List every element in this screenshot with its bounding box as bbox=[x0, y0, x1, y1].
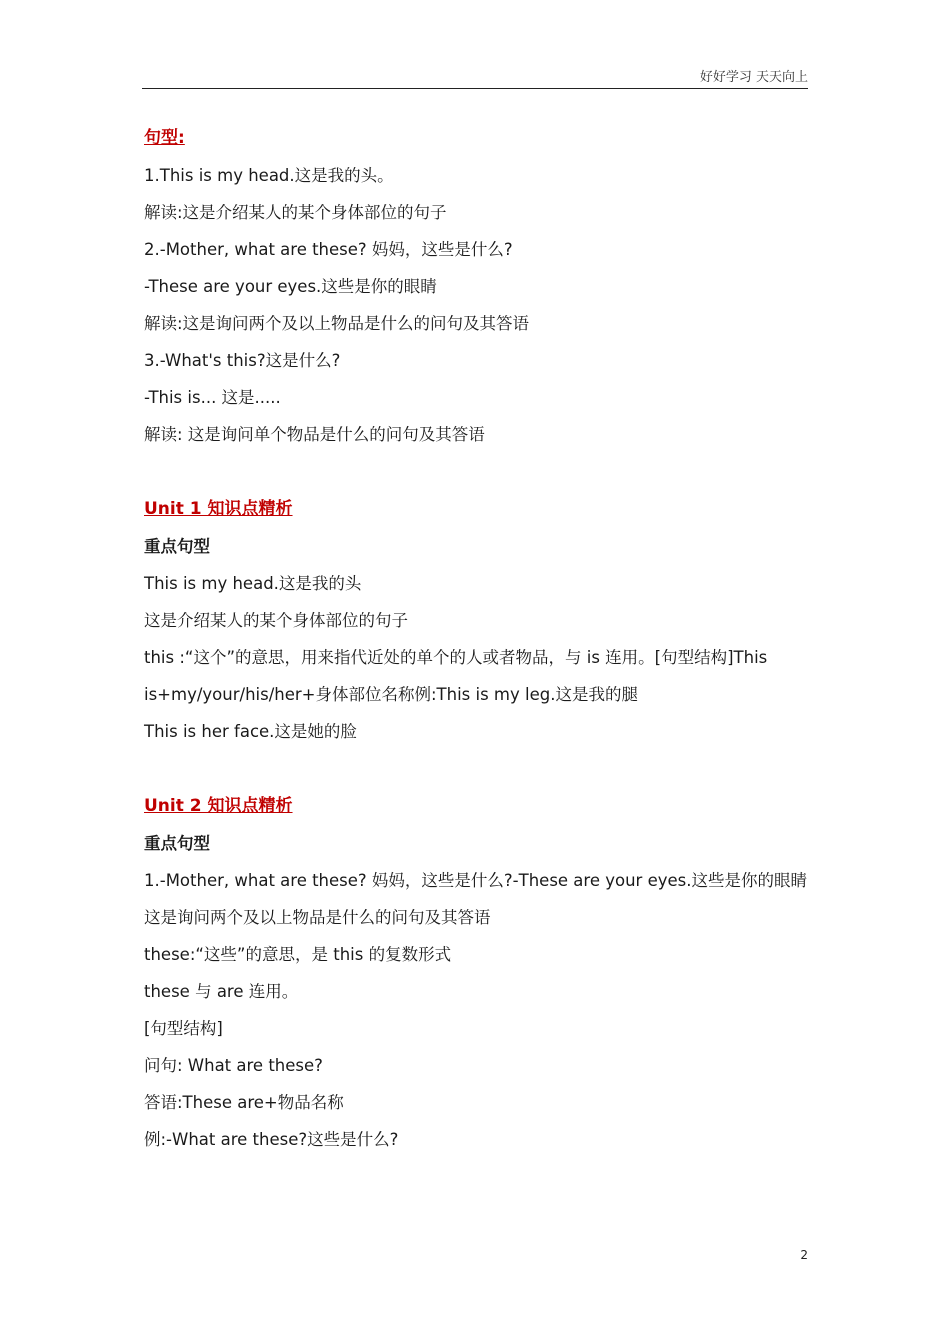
pattern-line: 解读:这是询问两个及以上物品是什么的问句及其答语 bbox=[144, 314, 530, 333]
pattern-line: 解读: 这是询问单个物品是什么的问句及其答语 bbox=[144, 425, 485, 444]
unit2-line: [句型结构] bbox=[144, 1019, 223, 1038]
unit1-subtitle: 重点句型 bbox=[144, 537, 210, 556]
unit1-line: This is my head.这是我的头 bbox=[144, 574, 362, 593]
unit1-line: 这是介绍某人的某个身体部位的句子 bbox=[144, 611, 408, 630]
unit2-line: 例:-What are these?这些是什么? bbox=[144, 1130, 399, 1149]
page-number: 2 bbox=[800, 1248, 808, 1262]
unit2-line: 1.-Mother, what are these? 妈妈，这些是什么?-These are your eyes.这些是你的眼睛 bbox=[144, 871, 807, 890]
unit2-line: these:“这些”的意思，是 this 的复数形式 bbox=[144, 945, 452, 964]
unit1-title: Unit 1 知识点精析 bbox=[144, 499, 293, 519]
pattern-line: 3.-What's this?这是什么? bbox=[144, 351, 341, 370]
header-divider bbox=[142, 88, 808, 89]
unit2-line: 这是询问两个及以上物品是什么的问句及其答语 bbox=[144, 908, 491, 927]
pattern-line: 2.-Mother, what are these? 妈妈，这些是什么? bbox=[144, 240, 513, 259]
unit1-line: this :“这个”的意思，用来指代近处的单个的人或者物品，与 is 连用。[句型结构]This is+my/your/his/her+身体部位名称例:This is my leg.这是我的腿 bbox=[144, 648, 768, 704]
unit2-line: 答语:These are+物品名称 bbox=[144, 1093, 344, 1112]
pattern-line: 1.This is my head.这是我的头。 bbox=[144, 166, 394, 185]
pattern-line: -This is... 这是..... bbox=[144, 388, 281, 407]
document-body bbox=[144, 120, 808, 1158]
unit2-line: these 与 are 连用。 bbox=[144, 982, 299, 1001]
pattern-line: -These are your eyes.这些是你的眼睛 bbox=[144, 277, 437, 296]
unit2-line: 问句: What are these? bbox=[144, 1056, 323, 1075]
unit2-subtitle: 重点句型 bbox=[144, 834, 210, 853]
spacer bbox=[144, 750, 808, 788]
page-header: 好好学习 天天向上 bbox=[699, 70, 808, 85]
unit2-title: Unit 2 知识点精析 bbox=[144, 796, 293, 816]
spacer bbox=[144, 453, 808, 491]
pattern-line: 解读:这是介绍某人的某个身体部位的句子 bbox=[144, 203, 447, 222]
unit1-line: This is her face.这是她的脸 bbox=[144, 722, 357, 741]
section-title-patterns: 句型: bbox=[144, 128, 185, 148]
